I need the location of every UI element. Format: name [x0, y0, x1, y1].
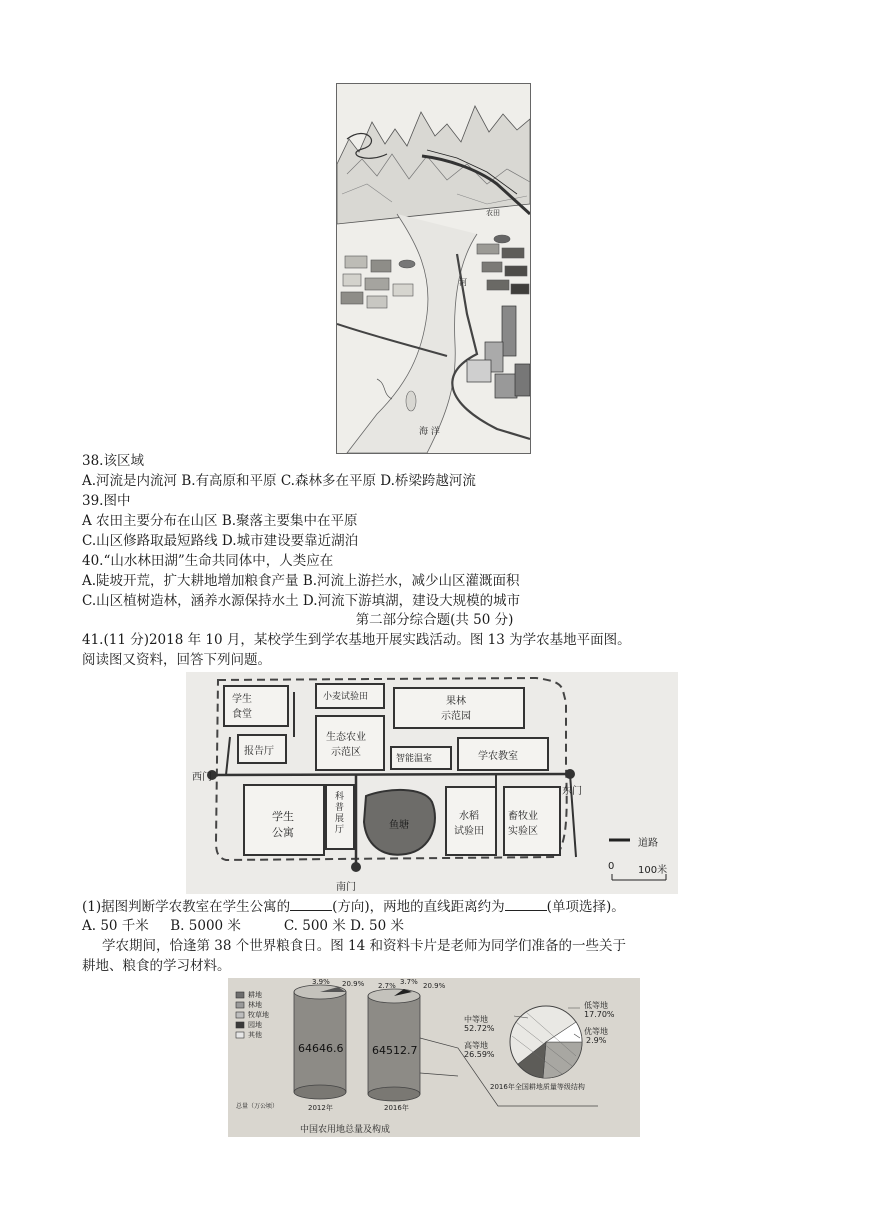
legend-cultivated: 耕地 — [248, 991, 262, 999]
farm-label: 农田 — [486, 209, 500, 217]
canteen-label: 学生 食堂 — [232, 694, 252, 720]
pond-label: 鱼塘 — [389, 820, 409, 831]
cyl1-value: 64646.6 — [298, 1042, 344, 1055]
q41-sub1-part-b: (方向)，两地的直线距离约为 — [332, 899, 505, 915]
landscape-sketch — [337, 84, 530, 453]
cyl2-value: 64512.7 — [372, 1044, 418, 1057]
q38-options: A.河流是内流河 B.有高原和平原 C.森林多在平原 D.桥梁跨越河流 — [82, 473, 476, 489]
cyl1-year: 2012年 — [308, 1104, 333, 1112]
best-pct: 2.9% — [586, 1036, 607, 1045]
test-field-label: 小麦试验田 — [323, 692, 369, 702]
legend-swatch — [236, 992, 244, 998]
high-pct: 26.59% — [464, 1050, 495, 1059]
part2-title: 第二部分综合题(共 50 分) — [355, 612, 514, 628]
legend-grass: 牧草地 — [248, 1011, 269, 1019]
legend-swatch — [236, 1002, 244, 1008]
road-main — [212, 774, 570, 775]
sea-label: 海 洋 — [419, 427, 440, 437]
q39-options-2: C.山区修路取最短路线 D.城市建设要靠近湖泊 — [82, 533, 359, 549]
legend-forest: 林地 — [248, 1001, 262, 1009]
q41-sub1-part-a: (1)据图判断学农教室在学生公寓的 — [82, 899, 291, 915]
cyl2-top-1: 3.7% — [400, 978, 418, 986]
cyl1-top-1: 3.9% — [312, 978, 330, 986]
low-label: 低等地 — [584, 1001, 608, 1010]
science-hall-label: 科 普 展 厅 — [335, 792, 345, 835]
east-gate-label: 东门 — [562, 786, 582, 797]
q41-sub1 — [82, 898, 625, 916]
legend-swatch — [236, 1022, 244, 1028]
south-gate-label: 南门 — [336, 882, 356, 893]
scale-max-label: 100米 — [638, 865, 668, 876]
legend-swatch — [236, 1012, 244, 1018]
q41-sub1-part-c: (单项选择)。 — [546, 899, 625, 915]
legend-swatch — [236, 1032, 244, 1038]
high-label: 高等地 — [464, 1041, 488, 1050]
base-map-figure — [186, 672, 678, 894]
base-map — [186, 672, 678, 894]
mid-pct: 52.72% — [464, 1024, 495, 1033]
q40-options-1: A.陡坡开荒，扩大耕地增加粮食产量 B.河流上游拦水，减少山区灌溉面积 — [82, 573, 520, 589]
farmland-figure — [228, 978, 640, 1137]
distance-answer-blank[interactable] — [505, 898, 547, 911]
mid-label: 中等地 — [464, 1015, 488, 1024]
q41-sub1-options: A. 50 千米 B. 5000 米 C. 500 米 D. 50 米 — [82, 918, 404, 934]
low-pct: 17.70% — [584, 1010, 615, 1019]
q41-para-1: 学农期间，恰逢第 38 个世界粮食日。图 14 和资料卡片是老师为同学们准备的一些关于 — [102, 938, 627, 954]
farmland-chart — [228, 978, 640, 1137]
q38-stem: 38.该区域 — [82, 453, 144, 469]
east-gate-marker — [565, 769, 575, 779]
greenhouse-label: 智能温室 — [396, 754, 433, 764]
legend-garden: 园地 — [248, 1021, 262, 1029]
legend-road-label: 道路 — [638, 838, 658, 849]
q40-stem: 40.“山水林田湖”生命共同体中，人类应在 — [82, 553, 334, 569]
q41-para-2: 耕地、粮食的学习材料。 — [82, 958, 231, 974]
direction-answer-blank[interactable] — [290, 898, 332, 911]
cyl2-top-2: 2.7% — [378, 982, 396, 990]
orchard-label: 果林 示范园 — [441, 696, 471, 722]
q40-options-2: C.山区植树造林，涵养水源保持水土 D.河流下游填湖，建设大规模的城市 — [82, 593, 521, 609]
pie-caption: 2016年全国耕地质量等级结构 — [490, 1083, 585, 1091]
livestock-label: 畜牧业 实验区 — [508, 811, 538, 837]
river-label: 河 — [459, 278, 467, 287]
dorm-label: 学生 公寓 — [272, 810, 294, 839]
q39-options-1: A 农田主要分布在山区 B.聚落主要集中在平原 — [82, 513, 358, 529]
cyl1-top-2: 20.9% — [342, 980, 365, 988]
cyl2-top-3: 20.9% — [423, 982, 446, 990]
lecture-hall-label: 报告厅 — [244, 746, 274, 757]
west-gate-label: 西门 — [192, 772, 212, 783]
landscape-figure — [336, 83, 531, 454]
unit-label: 总量（万公顷） — [236, 1103, 279, 1110]
legend-other: 其他 — [248, 1031, 262, 1039]
south-gate-marker — [351, 862, 361, 872]
figure-caption: 中国农用地总量及构成 — [300, 1125, 391, 1135]
cyl2-year: 2016年 — [384, 1104, 409, 1112]
q39-stem: 39.图中 — [82, 493, 131, 509]
eco-zone-label: 生态农业 示范区 — [326, 732, 366, 758]
scale-zero-label: 0 — [608, 861, 615, 872]
best-label: 优等地 — [584, 1027, 608, 1036]
classroom-label: 学农教室 — [478, 751, 518, 762]
q41-intro-2: 阅读图又资料，回答下列问题。 — [82, 652, 271, 668]
paddy-label: 水稻 试验田 — [454, 811, 484, 837]
q41-intro-1: 41.(11 分)2018 年 10 月，某校学生到学农基地开展实践活动。图 13 为学农基地平面图。 — [82, 632, 631, 648]
